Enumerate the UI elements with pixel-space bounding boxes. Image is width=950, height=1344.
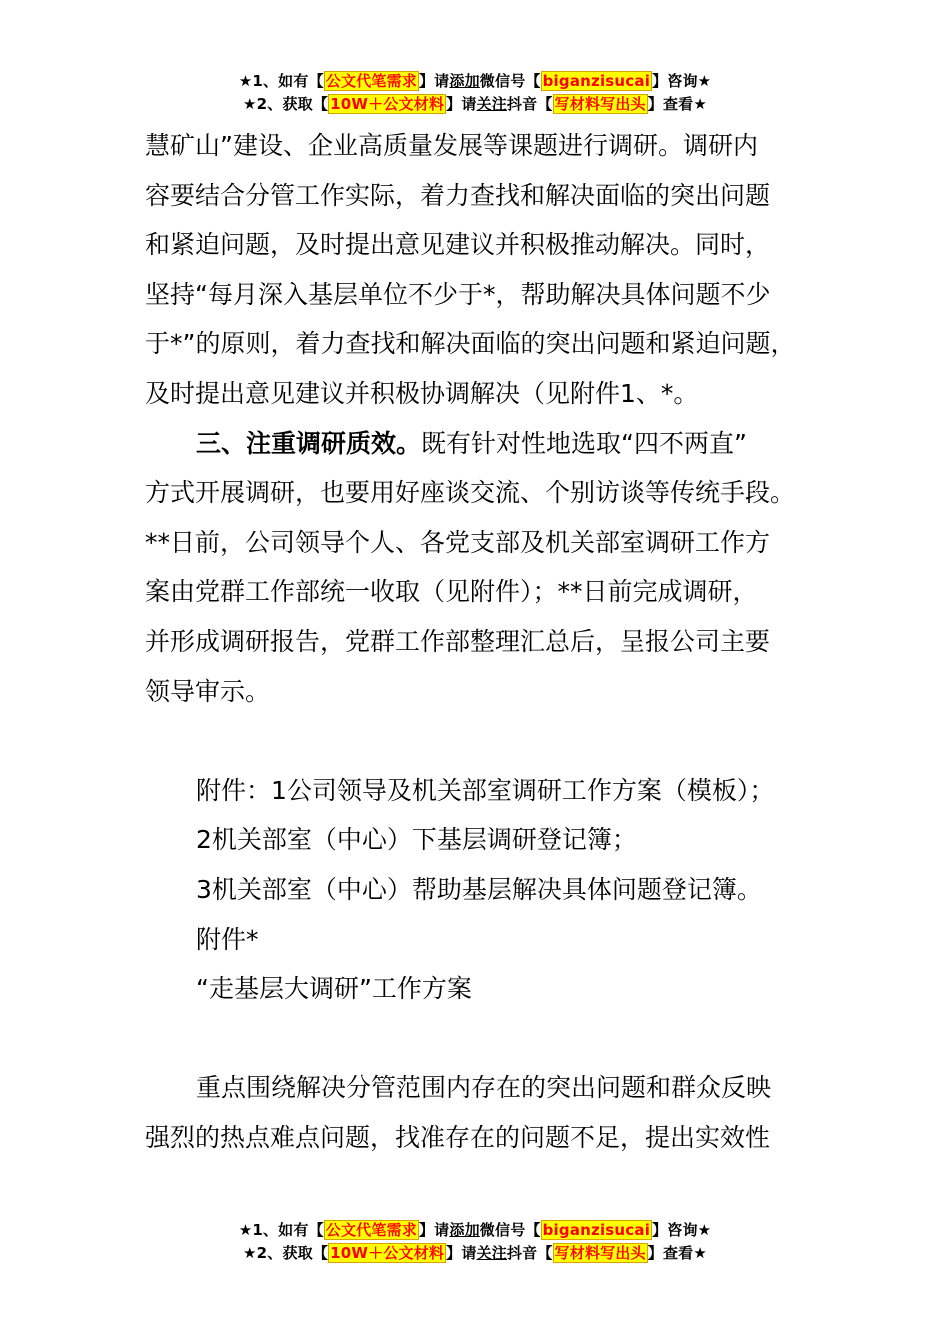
- spacer: [145, 1014, 810, 1064]
- body-line: 和紧迫问题，及时提出意见建议并积极推动解决。同时，: [145, 230, 771, 260]
- banner-line-2: [0, 93, 950, 116]
- banner-line-1: [0, 70, 950, 93]
- body-line: 方式开展调研，也要用好座谈交流、个别访谈等传统手段。: [145, 478, 796, 508]
- banner-text: 】查看★: [647, 1244, 707, 1262]
- banner-text: 】请: [418, 72, 450, 90]
- banner-highlight: 公文代笔需求: [325, 72, 417, 90]
- body-line: 领导审示。: [145, 676, 271, 706]
- attachment-line: 附件：1公司领导及机关部室调研工作方案（模板）；: [196, 775, 775, 805]
- body-line: **日前，公司领导个人、各党支部及机关部室调研工作方: [145, 527, 771, 557]
- banner-highlight: 10W＋公文材料: [330, 95, 445, 113]
- section-3-paragraph: [145, 419, 810, 469]
- banner-text: 】咨询★: [652, 1221, 712, 1239]
- banner-text: 】咨询★: [652, 72, 712, 90]
- document-body: [145, 121, 810, 1162]
- banner-text: 】请: [418, 1221, 450, 1239]
- footer-banner: [0, 1219, 950, 1265]
- banner-text: 抖音【: [506, 95, 553, 113]
- banner-underline: 添加: [449, 72, 480, 90]
- body-line: 坚持“每月深入基层单位不少于*，帮助解决具体问题不少: [145, 279, 771, 309]
- banner-underline: 关注: [476, 95, 507, 113]
- attachment-line: 3机关部室（中心）帮助基层解决具体问题登记簿。: [196, 874, 762, 904]
- attachment-line: 2机关部室（中心）下基层调研登记簿；: [196, 825, 637, 855]
- banner-underline: 关注: [476, 1244, 507, 1262]
- banner-highlight: 写材料写出头: [554, 1244, 646, 1262]
- banner-text: ★1、如有【: [238, 72, 324, 90]
- banner-text: 】请: [446, 1244, 477, 1262]
- banner-underline: 添加: [449, 1221, 480, 1239]
- banner-text: ★1、如有【: [238, 1221, 324, 1239]
- banner-line-1: [0, 1219, 950, 1242]
- banner-highlight: 10W＋公文材料: [330, 1244, 445, 1262]
- banner-highlight: biganzisucai: [542, 1221, 651, 1239]
- body-line: 强烈的热点难点问题，找准存在的问题不足，提出实效性: [145, 1122, 771, 1152]
- header-banner: [0, 70, 950, 116]
- attachment-title: “走基层大调研”工作方案: [196, 974, 472, 1004]
- banner-text: 微信号【: [479, 72, 541, 90]
- body-line: 并形成调研报告，党群工作部整理汇总后，呈报公司主要: [145, 626, 771, 656]
- banner-highlight: 公文代笔需求: [325, 1221, 417, 1239]
- banner-text: ★2、获取【: [243, 1244, 329, 1262]
- body-line: 案由党群工作部统一收取（见附件）；**日前完成调研，: [145, 577, 758, 607]
- banner-text: 微信号【: [479, 1221, 541, 1239]
- banner-highlight: biganzisucai: [542, 72, 651, 90]
- body-line: 于*”的原则，着力查找和解决面临的突出问题和紧迫问题，: [145, 329, 796, 359]
- banner-text: 】请: [446, 95, 477, 113]
- banner-text: ★2、获取【: [243, 95, 329, 113]
- banner-highlight: 写材料写出头: [554, 95, 646, 113]
- body-line: 慧矿山”建设、企业高质量发展等课题进行调研。调研内: [145, 131, 758, 160]
- banner-text: 抖音【: [506, 1244, 553, 1262]
- body-line: 容要结合分管工作实际，着力查找和解决面临的突出问题: [145, 180, 771, 210]
- banner-line-2: [0, 1242, 950, 1265]
- banner-text: 】查看★: [647, 95, 707, 113]
- body-line: 及时提出意见建议并积极协调解决（见附件1、*。: [145, 378, 699, 408]
- attachment-line: 附件*: [196, 924, 259, 954]
- body-line: 重点围绕解决分管范围内存在的突出问题和群众反映: [196, 1073, 772, 1103]
- section-3-title: 三、注重调研质效。: [196, 428, 422, 458]
- section-3-text: 既有针对性地选取“四不两直”: [421, 428, 747, 458]
- spacer: [145, 716, 810, 766]
